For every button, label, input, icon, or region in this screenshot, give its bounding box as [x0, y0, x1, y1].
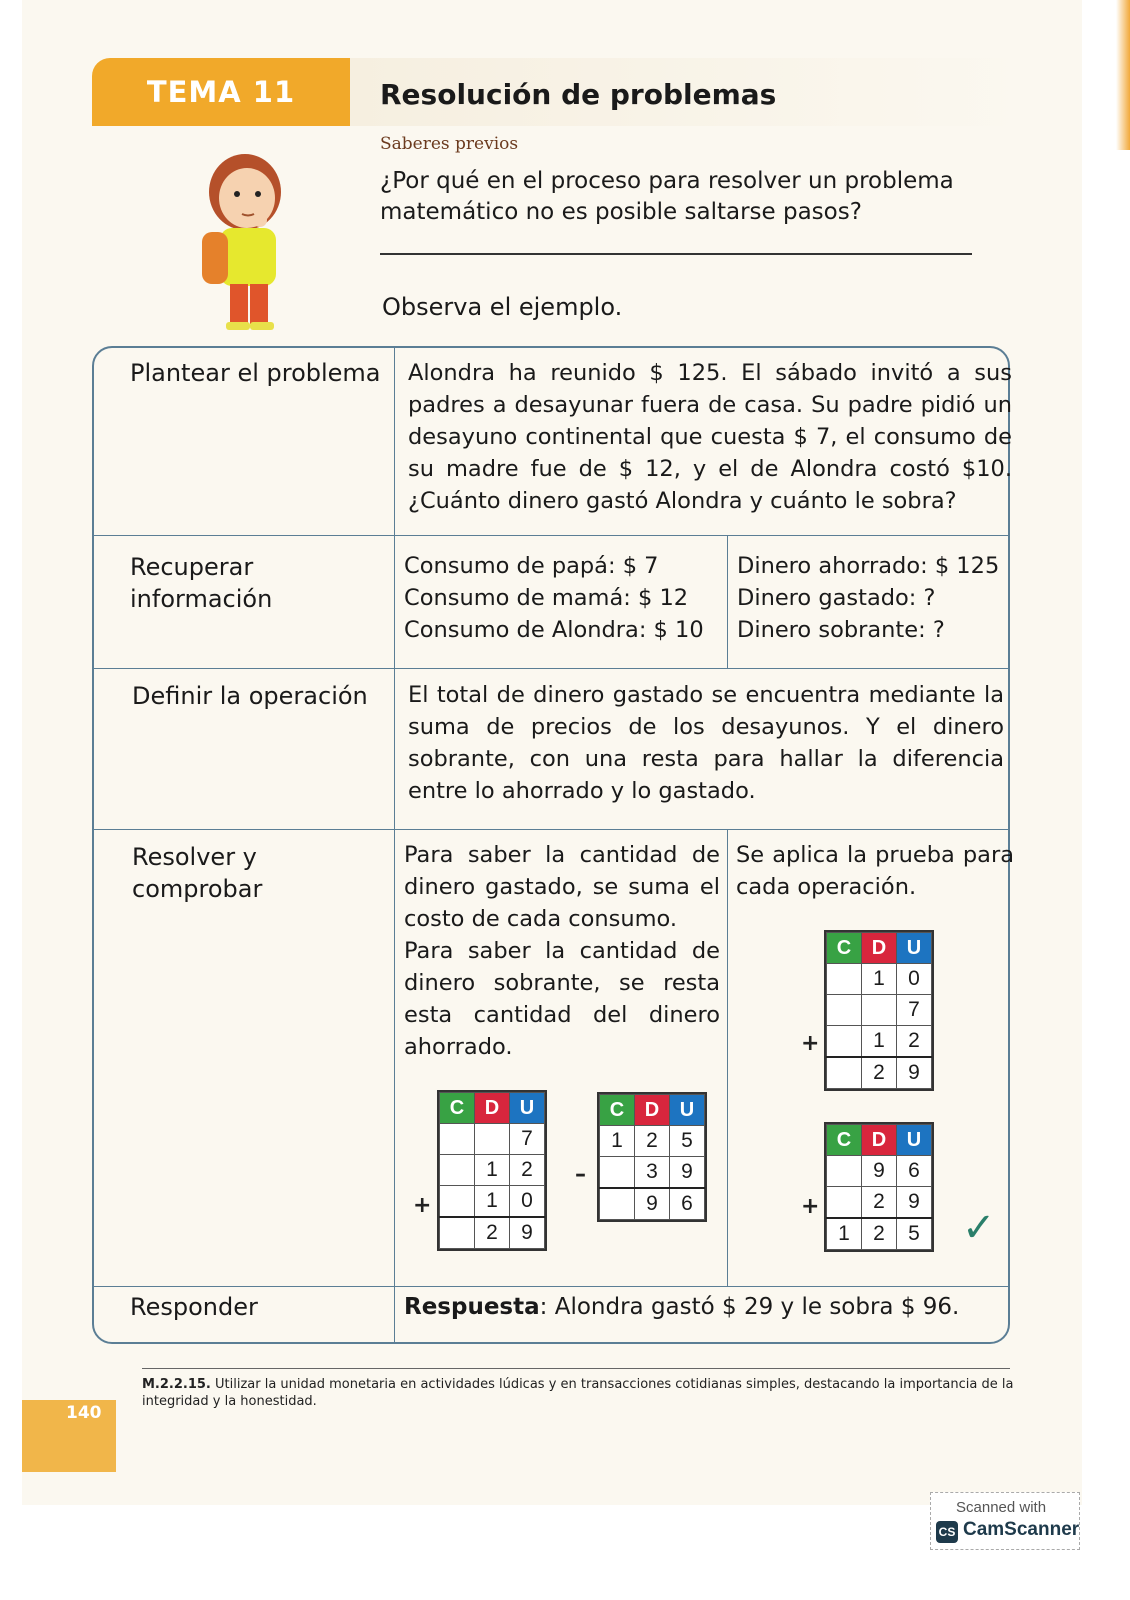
checkmark-icon: ✓ [962, 1205, 996, 1251]
grid-cell: 2 [475, 1217, 510, 1249]
table-divider [394, 348, 395, 1342]
grid-header-d: D [635, 1095, 670, 1126]
grid-cell [440, 1155, 475, 1186]
grid-cell [440, 1124, 475, 1155]
page-title: Resolución de problemas [380, 78, 777, 111]
grid-cell [862, 995, 897, 1026]
grid-cell [440, 1186, 475, 1218]
solve-explanation-subtraction: Para saber la cantidad de dinero sobrante, se resta esta cantidad del dinero ahorrado. [404, 938, 720, 1060]
answer-line [380, 253, 972, 255]
observe-example-text: Observa el ejemplo. [382, 293, 623, 321]
solve-explanation-sum: Para saber la cantidad de dinero gastado, se suma el costo de cada consumo. [404, 842, 720, 932]
grid-cell [827, 1057, 862, 1089]
grid-cell: 1 [827, 1218, 862, 1250]
grid-cell: 2 [862, 1187, 897, 1219]
grid-cell: 5 [670, 1126, 705, 1157]
table-divider [94, 1286, 1008, 1287]
grid-header-c: C [440, 1093, 475, 1124]
grid-cell: 6 [670, 1188, 705, 1220]
grid-cell: 6 [897, 1156, 932, 1187]
plus-sign: + [801, 1031, 820, 1056]
row-label-responder: Responder [130, 1293, 258, 1321]
grid-header-d: D [862, 933, 897, 964]
grid-header-c: C [827, 1125, 862, 1156]
grid-cell: 3 [635, 1157, 670, 1189]
grid-header-d: D [862, 1125, 897, 1156]
operation-definition: El total de dinero gastado se encuentra mediante la suma de precios de los desayunos. Y el dinero sobrante, con una resta para hallar la diferencia entre lo ahorrado y lo gastado. [408, 682, 1004, 804]
grid-cell [600, 1157, 635, 1189]
row-label-informacion: información [130, 585, 273, 613]
problem-statement: Alondra ha reunido $ 125. El sábado invitó a sus padres a desayunar fuera de casa. Su padre pidió un desayuno continental que cuesta $ 7, el consumo de su madre fue de $ 12, y el de Alondra costó $10. ¿Cuánto dinero gastó Alondra y cuánto le sobra? [408, 360, 1012, 514]
grid-header-u: U [897, 933, 932, 964]
grid-cell [440, 1217, 475, 1249]
grid-cell: 2 [635, 1126, 670, 1157]
row-label-definir: Definir la operación [132, 682, 368, 710]
grid-cell [475, 1124, 510, 1155]
thinking-boy-illustration [180, 140, 310, 340]
grid-header-u: U [897, 1125, 932, 1156]
skill-description: Utilizar la unidad monetaria en actividades lúdicas y en transacciones cotidianas simples, destacando la importancia de la integridad y la honestidad. [142, 1377, 1014, 1409]
grid-cell [827, 964, 862, 995]
grid-cell [827, 1026, 862, 1058]
tema-badge: TEMA 11 [92, 58, 350, 126]
grid-cell [827, 1187, 862, 1219]
scanned-with-text: Scanned with [956, 1499, 1047, 1516]
page-edge-tab [1116, 0, 1130, 150]
info-item: Consumo de papá: $ 7 [404, 553, 659, 579]
minus-sign: – [575, 1162, 586, 1187]
camscanner-logo-icon: CS [936, 1521, 958, 1543]
grid-cell: 9 [510, 1217, 545, 1249]
info-item: Consumo de mamá: $ 12 [404, 585, 689, 611]
row-label-comprobar: comprobar [132, 875, 263, 903]
grid-cell: 2 [510, 1155, 545, 1186]
table-divider [94, 668, 1008, 669]
grid-cell: 2 [862, 1057, 897, 1089]
row-label-plantear: Plantear el problema [130, 359, 381, 387]
grid-cell [827, 995, 862, 1026]
check-subtraction-place-value-grid [824, 1122, 934, 1252]
check-sum-place-value-grid [824, 930, 934, 1091]
grid-cell: 1 [475, 1155, 510, 1186]
check-explanation: Se aplica la prueba para cada operación. [736, 842, 1014, 900]
grid-cell: 2 [862, 1218, 897, 1250]
grid-cell: 9 [897, 1187, 932, 1219]
table-divider [727, 535, 728, 669]
grid-cell [827, 1156, 862, 1187]
answer-text: : Alondra gastó $ 29 y le sobra $ 96. [539, 1294, 960, 1320]
row-label-recuperar: Recuperar [130, 553, 254, 581]
page-number: 140 [66, 1403, 102, 1423]
grid-header-c: C [600, 1095, 635, 1126]
footer-rule [142, 1368, 1010, 1369]
row-label-resolver: Resolver y [132, 843, 257, 871]
subtraction-place-value-grid [597, 1092, 707, 1222]
grid-header-c: C [827, 933, 862, 964]
skill-code: M.2.2.15. [142, 1377, 211, 1392]
grid-cell: 0 [897, 964, 932, 995]
grid-cell: 9 [670, 1157, 705, 1189]
answer-sentence [404, 1291, 959, 1323]
grid-cell [600, 1188, 635, 1220]
grid-cell: 1 [862, 964, 897, 995]
grid-cell: 1 [862, 1026, 897, 1058]
grid-cell: 9 [635, 1188, 670, 1220]
grid-cell: 1 [475, 1186, 510, 1218]
grid-cell: 2 [897, 1026, 932, 1058]
answer-label: Respuesta [404, 1294, 540, 1320]
grid-cell: 9 [862, 1156, 897, 1187]
previous-knowledge-question: ¿Por qué en el proceso para resolver un problema matemático no es posible saltarse pasos? [380, 168, 954, 225]
grid-header-d: D [475, 1093, 510, 1124]
grid-cell: 1 [600, 1126, 635, 1157]
grid-cell: 9 [897, 1057, 932, 1089]
info-item: Consumo de Alondra: $ 10 [404, 617, 704, 643]
grid-cell: 7 [510, 1124, 545, 1155]
table-divider [727, 829, 728, 1286]
grid-header-u: U [510, 1093, 545, 1124]
plus-sign: + [801, 1194, 820, 1219]
info-item: Dinero sobrante: ? [737, 617, 945, 643]
grid-cell: 5 [897, 1218, 932, 1250]
grid-cell: 0 [510, 1186, 545, 1218]
plus-sign: + [413, 1193, 432, 1218]
info-item: Dinero ahorrado: $ 125 [737, 553, 1000, 579]
grid-cell: 7 [897, 995, 932, 1026]
camscanner-name: CamScanner [963, 1519, 1080, 1540]
table-divider [94, 829, 1008, 830]
info-item: Dinero gastado: ? [737, 585, 936, 611]
grid-header-u: U [670, 1095, 705, 1126]
table-divider [94, 535, 1008, 536]
curriculum-footnote [142, 1376, 1022, 1410]
sum-place-value-grid [437, 1090, 547, 1251]
saberes-previos-label: Saberes previos [380, 134, 519, 154]
